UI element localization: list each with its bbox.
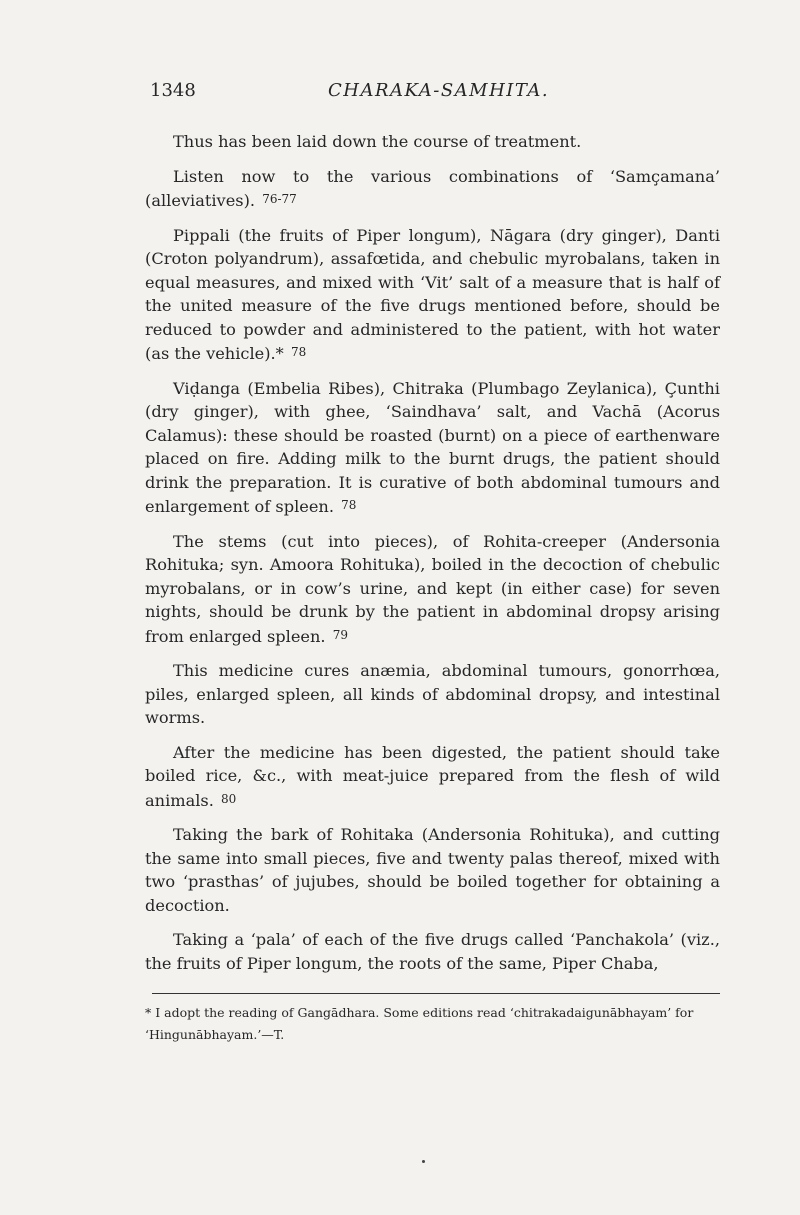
page-number: 1348	[150, 80, 196, 101]
verse-marker: 78	[290, 345, 307, 359]
running-title: CHARAKA-SAMHITA.	[328, 80, 550, 101]
verse-marker: 79	[332, 627, 349, 642]
page-speck	[422, 1160, 425, 1163]
paragraph: Viḍanga (Embelia Ribes), Chitraka (Plumbago Zeylanica), Çunthi (dry ginger), with ghee, ‘Saindhava’ salt, and Vachā (Acorus Calamus): these should be roasted (burnt) on a piece of earthenware placed on fire. Adding milk to the burnt drugs, the patient should drink the preparation. It is curative of both abdominal tumours and enlargement of spleen. 78	[145, 378, 720, 516]
page-header	[150, 80, 720, 110]
paragraph: Taking the bark of Rohitaka (Andersonia Rohituka), and cutting the same into small pieces, five and twenty palas thereof, mixed with two ‘prasthas’ of jujubes, should be boiled together for obtaining a decoction.	[145, 825, 720, 915]
paragraph: The stems (cut into pieces), of Rohita-creeper (Andersonia Rohituka; syn. Amoora Rohituka), boiled in the decoction of chebulic myrobalans, or in cow’s urine, and kept (in either case) for seven nights, should be drunk by the patient in abdominal dropsy arising from enlarged spleen. 79	[145, 531, 720, 646]
paragraph: After the medicine has been digested, the patient should take boiled rice, &c., with meat-juice prepared from the flesh of wild animals. 80	[145, 742, 720, 810]
verse-marker: 80	[221, 791, 237, 806]
verse-marker: 76-77	[262, 192, 297, 206]
paragraph: Pippali (the fruits of Piper longum), Nāgara (dry ginger), Danti (Croton polyandrum), assafœtida, and chebulic myrobalans, taken in equal measures, and mixed with ‘Vit’ salt of a measure that is half of the united measure of the five drugs mentioned before, should be reduced to powder and administered to the patient, with hot water (as the vehicle).* 78	[145, 225, 720, 363]
body-text	[145, 130, 720, 986]
paragraph: Listen now to the various combinations of ‘Samçamana’ (alleviatives). 76-77	[145, 166, 720, 210]
paragraph: Thus has been laid down the course of treatment.	[173, 132, 582, 151]
paragraph: This medicine cures anæmia, abdominal tumours, gonorrhœa, piles, enlarged spleen, all kinds of abdominal dropsy, and intestinal worms.	[145, 661, 720, 727]
verse-marker: 78	[341, 498, 357, 512]
paragraph: Taking a ‘pala’ of each of the five drugs called ‘Panchakola’ (viz., the fruits of Piper longum, the roots of the same, Piper Chaba,	[145, 930, 720, 973]
footnote-rule	[152, 993, 720, 994]
footnote: * I adopt the reading of Gangādhara. Some editions read ‘chitrakadaigunābhayam’ for ‘Hingunābhayam.’—T.	[145, 1005, 694, 1042]
